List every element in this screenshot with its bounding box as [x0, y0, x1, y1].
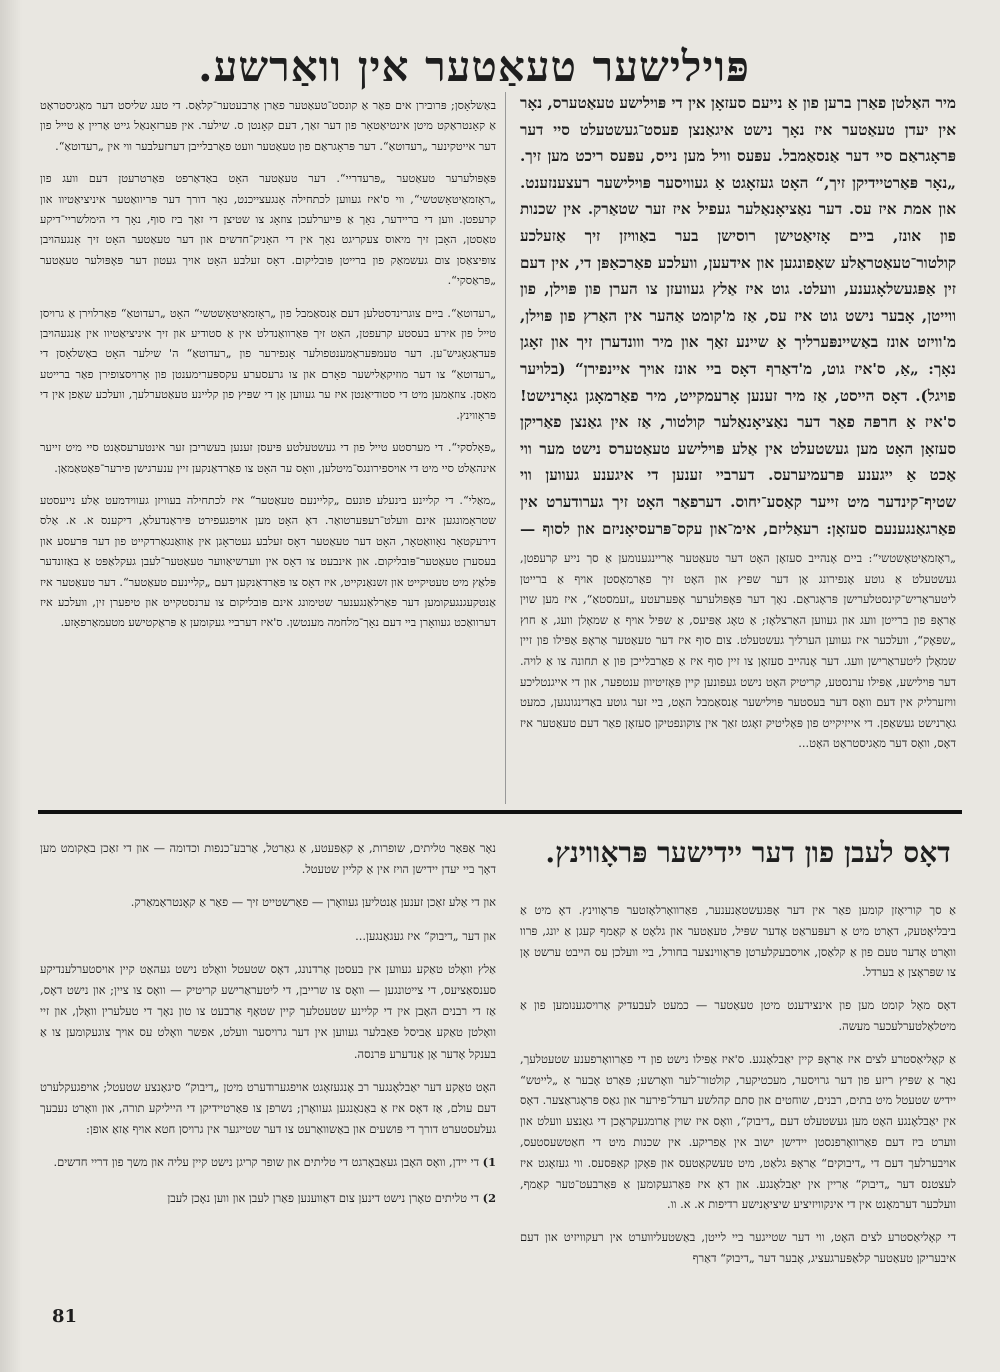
article2-headline: דאָס לעבן פון דער יידישער פּראָווינץ. — [545, 836, 951, 869]
article2-right-column — [520, 900, 956, 1370]
article1-intro-paragraph: מיר האַלטן פאַרן ברען פון אַ נייעם סעזאָן אין די פּוילישע טעאַטערס, נאָר אין יעדן טעאַטער איז נאָך נישט איגאַנצן פעסט־געשטעלט סיי דער פּראָגראַם סיי דער אַנסאַמבל. עפּעס וויל מען נייס, עפּעס ריכט מען זיך. „נאָר פּאַרטיידיקן זיך,“ האָט געזאָגט אַ געוויסער פּוילישער רעצענזענט. און אמת איז עס. דער נאַציאָנאַלער געפיל איז זער שטאַרק. אין שכנות פון אונז, ביים אָזיאַטישן רוסישן בער באַוויזן זיך אַזעלכע קולטור־טעאַטראַלע שאַפונגען און אידעען, וועלכע פאַרכאַפּן די, אין דעם זין אַפּגעשלאָגענע, וועלט. גוט איז אַלץ געוועזן צו הערן פון פּוילן, פון ווייטן, אָבער נישט גוט איז עס, אַז מ'קומט אַהער אין האַרץ פון פּוילן, מ'וויזט אונז באַשיינפּערליך אַ שיינע זאַך און מיר ווונדערן זיך און זאָגן נאָך: „אַ, ס'איז גוט, מ'דאַרף דאָס ביי אונז אויך איינפירן“ (בלויער פויגל). דאָס הייסט, אַז מיר זענען אָרעמקייט, מיר פאַרמאָגן גאָרנישט! ס'איז אַ חרפּה פאַר דער נאַציאָנאַלער קולטור, אַז אין גאַנצן פאַריקן סעזאָן האָט מען געשטעלט אין אַלע פּוילישע טעאַטערס נישט מער ווי אַכט אַ ייגענע פּרעמיערעס. דערביי זענען די איגענע געווען ווי שטיף־קינדער מיט זייער קאַסע־יחוס. דערפאַר האָט זיך גערודערט אין פאַרגאַנגענעם סעזאָן: רעאַליזם, אימ־און עקס־פּרעסיאָניזם און לסוף — — [520, 94, 956, 538]
list-item-text: די טליתים טאָרן נישט דינען צום דאַווענען פאַרן לעבן און ווען נאָכן לעבן — [167, 1190, 480, 1205]
article1-rozmaitosci-paragraph: „ראָזמאַיטאָשטשי“: ביים אָנהייב סעזאָן האָט דער טעאַטער אַריינגענומען אַ סך נייע קרעפטן, געשטעלט אַ גוטע אָנפירונג אָן דער שפּיץ און האָט זיך פאַרמאָסטן אויף אַ ברייטן ליטעראַריש־קינסטלערישן פּראָגראַם. נאָך דער פּאָפּולערער אָפּערעטע „זעמסטאַ“, איז מען שוין אַראָפּ פון ברייטן וועג און געווען האַרצלאָז; אַ טאָג אַפּיעס, אַ שפּיל אויף אַ שמאָלן וועג, אַ חוץ „שפּאָק“, וועלכער איז געווען הערליך געשטעלט. צום סוף איז דער טעאַטער אַראָפּ אַפּילו פון זיין שמאָלן ליטעראַרישן וועג. דער אָנהייב סעזאָן צו זיין סוף איז אַ פאַרבלייכן פון אַ תחונה צו אַ לויה. דער פּוילישע, אַפּילו ערנסטע, קריטיק האָט נישט געפונען קיין פּאָזיטיוון ענטפער, און די אייגנטליכע וויזערליק אין דעם וואָס דער בעסטער פּוילישער אַנסאַמבל האָט, ביי זער גוטע באַדינגונגען, כמעט גאָרנישט געשאַפן. די אייזיקייט פון פּאָליטיק זאָגט זאַך אין צוקונפטיקן סעזאָן פאַר דעם טעאַטער איז דאָס, וואָס דער מאַגיסטראַט האָט... — [520, 551, 956, 751]
article2-paragraph-1: אַ סך קוריאָזן קומען פאַר אין דער אָפּגעשטאַנענער, פאַרוואָרלאָזטער פּראָווינץ. דאָ מיט אַ ביבליאָטעק, דאָרט מיט אַ רעפּעראַט אָדער שפּיל, טעאַטער און גלאָט אַ קאַמף קעגן אַ יונג, פּרוו וואָרט אָדער טעם פון אַ קלאַסן, אויסבעקלערטן פּראָווינצער בחורל, ביי וועלכן עס הייבט ערשט אָן צו שפּראָצן אַ בערדל. — [520, 903, 956, 980]
article2-paragraph-2: דאָס מאָל קומט מען פון אינצידענט מיטן טעאַטער — כמעט לעבעדיק אַרויסגענומען פון אַ מיטלאַלטערלעכער מעשה. — [520, 998, 956, 1033]
article1-headline: פּוילישער טעאַטער אין וואַרשע. — [197, 42, 750, 91]
page-edge-shadow — [0, 0, 22, 1372]
article1-intro-column — [520, 90, 956, 545]
article2-left-paragraph-5: האָט טאַקע דער יאַבלאָנגער רב אָנגעזאָגט אויפגערודערט מיטן „דיבוק“ סיגאַנצע שטעטל; אויפגעקלערט דעם עולם, אַז דאָס איז אַ באַנאַנגען געוואָרן; נשרפן צו פּאַרטיידיקן די הייליקע תורה, און וואָרט נעבעך געלעסטערט דורך די פּושעים און באַשוואַרעט צו דער שטייגער אין גרויסן חטא אויף אַזאַ אופן: — [40, 1079, 496, 1137]
list-item — [40, 1188, 496, 1209]
list-item — [40, 1152, 496, 1173]
list-item-text: די יידן, וואָס האָבן געאַבאָרגט די טליתים און שופר קריגן נישט קיין עליה און משך פון דריי חדשים. — [53, 1155, 480, 1170]
article2-paragraph-4: די קאָליאַסטרע לצים האָט, ווי דער שטייגער ביי לייטן, באַשטעליווערט אין רעקוויזיט און דעם איבעריקן טעאַטער קלאַפּערגעציג, אָבער דער „דיבוק“ דאַרף — [520, 1230, 956, 1265]
article2-left-paragraph-2: און די אַלע זאַכן זענען אַנטליען געוואָרן — פאַרשטייט זיך — פאַר אַ קאָנטראַמאַרק. — [130, 895, 496, 910]
article1-right-lower-column — [520, 548, 956, 798]
article2-left-column — [40, 838, 496, 1278]
article2-left-paragraph-4: אַלץ וואָלט טאַקע געווען אין בעסטן אָרדנונג, דאָס שטעטל וואָלט נישט געהאַט קיין אויסטערלענדיקע סענסאַציעס, די צייטונגען — וואָס צו שרייבן, די ליטעראַרישע קריטיק — וואָס צו ציין; און נישט דאָס, אַז די רבנים האָבן אין די קליינע שטעטלעך קיין שטאָף אַרבעט צו טון נאָך די טעלערין וואָלן, און זיי וואָלטן טאַקע אַביסל פאַבלער געווען אין דער גרויסער וועלט, אפשר וואָלט עס אויך צוגעקומען צו אַ בענקל אָדער אָן אַנדערע פּרנסה. — [40, 961, 496, 1061]
column-divider — [505, 92, 506, 804]
article1-left-paragraph-2: פּאָפּולערער טעאַטער „פּרעדריי“. דער טעאַטער האָט באַדאַרפט פאַרטרעטן דעם וועג פון „ראָזמאַיטאָשטשי“, ווי ס'איז געווען לכתחילה אָנגעצייכנט, נאָר דורך דער פּריוואַטער איניציאַטיוו און קרעפטן. ווען די בריידער, נאָך אַ פּייערלעכן צוזאָג צו שטיצן די זאַך ביז סוף, נאָך די הימלשריי־דיקע טאַסטן, האָבן זיך מיאוס צעקריגט נאָך אין די האָניק־חדשים און דער טעאַטער האָט זיך אָנגעהויבן צופּיצאַסן צום געשמאַק פון ברייטן פּובליקום. דאָס זעלבע האָט אויך געטון דער פּאָפּולער טעאַטער „פּראַסקי“. — [40, 172, 496, 288]
article1-left-paragraph-1: באַשלאָסן; פּרובירן אים פאַר אַ קונסט־טעאַטער פאַרן אַרבעטער־קלאַס. די טעג שליסט דער מאַגיסטראַט אַ קאָנטראַקט מיטן אינטיאַטאָר פון דער זאַך, דעם קאָנטן ס. שילער. אין פּערזאָנאַל גייט אַריין אַ טייל פון דער אייטקינער „רעדוטאַ“. דער פּראָגראַם פון טעאַטער וועט פאַרבלייבן דערזעלבער ווי אין „רעדוטאַ“. — [40, 99, 496, 153]
article1-left-paragraph-4: „פּאָלסקי“. די מערסטע טייל פון די געשטעלטע פּיעסן זענען בעשריבן זער אינטערעסאַנט סיי מיט זייער אינהאַלט סיי מיט די אויספירונגס־מיטלען, וואָס ער האָט צו פאַרדאַנקען זיין ענערגישן פירער־פּאַטאַמאַן. — [40, 441, 496, 475]
page-number: 81 — [52, 1306, 78, 1327]
article2-paragraph-3: אַ קאָליאַסטרע לצים איז אַראָפּ קיין יאַבלאָנגע. ס'איז אַפּילו נישט פון די פאַרוואָרפענע שטעטלעך, נאָר אַ שפּיץ ריזע פון דער גרויסער, מעכטיקער, קולטור־לער וואָרשע; פּאַרט אָבער אַ „לייטש“ יידיש שטעטל מיט בתים, רבנים, שוחטים און סתם קהלשע רעדל־פירער און גאַס פּראָגראַצער. דאָס אין יאַבלאָנגע האָט מען געשטעלט דעם „דיבוק“, וואָס איז שוין אַרומגעקראָכן די גאַנצע וועלט און ווערט ביז דעם פאַרוואָרפנסטן יידישן ישוב אין אַפריקע. אין שכנות מיט די חאַטשעסטעס, אויבערלעך דעם די „דיבוקים“ אַראָפּ גלאַט, מיט טעשקאַטעס און פּאָקן קאַפּסעס. ווי געזאָגט איז לעצטנס דער „דיבוק“ אַריין אין יאַבלאָנגע. און דאָ איז פאַרגעקומען אַ פּאַרבעט־טער קאַמף, וועלכער דערמאָנט אין די אינקוויזיציע שיציאַנישע רדיפות א. א. וו. — [520, 1051, 956, 1212]
article1-left-column — [40, 96, 496, 798]
list-item-number: 2) — [482, 1190, 496, 1205]
article2-left-paragraph-3: און דער „דיבוק“ איז געגאַנגען... — [355, 928, 496, 943]
list-item-number: 1) — [482, 1155, 496, 1170]
article2-left-paragraph-1: נאָר אַפּאַר טליתים, שופרות, אַ קאַפּעטע, אַ גאַרטל, אַרבע־כנפות וכדומה — און די זאַכן באַקומט מען דאָך ביי יעדן יידישן הויז אין אַ קליין שטעטל. — [40, 841, 496, 877]
article1-left-paragraph-3: „רעדוטאַ“. ביים צוגרינדסטלען דעם אַנסאַמבל פון „ראָזמאַיטאָשטשי“ האָט „רעדוטאַ“ פאַרלוירן אַ גרויסן טייל פון אירע בעסטע קרעפטן, האָט זיך פּאַרוואַנדלט אין אַ סטודיע און זיך איניציאַטיוו אין אַנגעהויבן פּעדאַגאָגיש־ען. דער טעמפּעראַמענטפולער אָנפירער פון „רעדוטאַ“ ה' שילער האָט באַשלאָסן די „רעדוטאַ“ צו דער מוזיקאַלישער פאָרם און צו גרעסערע עקספּערימענטן פון אָרויסצופירן פאַר ברייטע מאַסן. צוזאַמען מיט די סטודיאַנטן איז ער געווען אָן די שפּיץ פון קליינע טעאַטערלעך, וועלכע שאַפן אין די פּראָווינץ. — [40, 306, 496, 422]
section-divider — [38, 810, 962, 814]
article1-left-paragraph-5: „מאַלי“. די קליינע בינעלע פונעם „קליינעם טעאַטער“ איז לכתחילה בעוויזן געווידמעט אַלע נייעסטע שטראָמונגען אינם וועלט־רעפּערטואַר. דאָ האָט מען אויפגעפירט פּיראַנדעלאָ, דיקענס א. א. אַלס דירעקטאָר נאָוואַטאָר, האָט דער טעאַטער דאָס זעלבע געטראָגן אין אַוואַנגאַרדקייט פון דער פּרעסע און בעסערן טעאַטער־פּובליקום. און אינבעט צו דאָס אין ווערשיאַווער טעאַטער־לעבן געקלאַפּט אַ באַזונדער פּלאַץ מיט טעטיקייט און זשנאַנקייט, איז דאָס צו פאַרדאַנקען דעם „קליינעם טעאַטער“. דער טעאַטער איז אַנטקעגנגעקומען דער פאַרלאַנגענער שטימונג אינם פּובליקום צו ערנסטקייט און טיפערן זין, וועלכע איז דערוואַכט געוואָרן ביי דעם נאָך־מלחמה מענטשן. ס'איז דערביי געקומען אַ פּראַקטישע מטעמאַרפאָזע. — [40, 493, 496, 630]
